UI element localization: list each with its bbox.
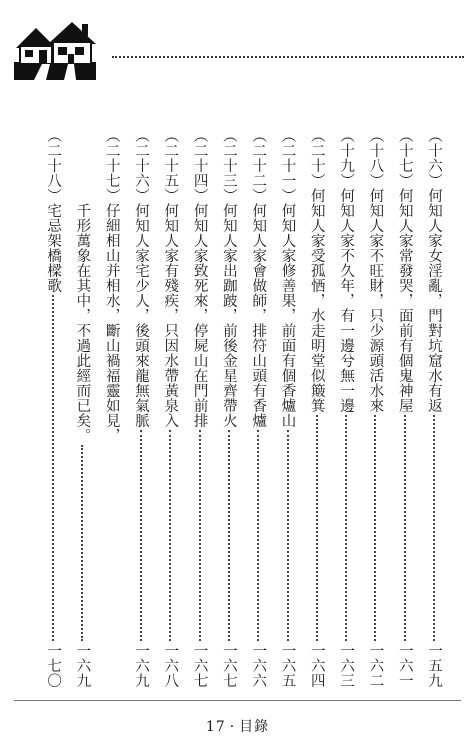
- toc-entry: [131, 128, 151, 688]
- toc-dot-leader: [345, 415, 347, 641]
- toc-entry-title: 千形萬象在其中，不過此經而已矣。: [74, 128, 91, 443]
- toc-entry-page: 一七〇: [45, 643, 62, 688]
- toc-entry: [190, 128, 210, 688]
- toc-entry-title: （十九）何知人家不久年，有一邊兮無一邊: [338, 128, 355, 413]
- toc-entry: [395, 128, 415, 688]
- toc-entry: [43, 128, 63, 688]
- toc-entry: [72, 128, 92, 688]
- toc-entry-page: 一六七: [220, 643, 237, 688]
- toc-entry-title: （二十五）何知人家有殘疾，只因水帶黃泉入: [162, 128, 179, 428]
- toc-dot-leader: [404, 415, 406, 641]
- toc-entry: [248, 128, 268, 688]
- toc-entry: [424, 128, 444, 688]
- toc-entry-page: 一六六: [250, 643, 267, 688]
- footer-separator: ·: [229, 719, 236, 735]
- toc-entry: [219, 128, 239, 688]
- toc-entry: [102, 128, 122, 688]
- section-title: 目錄: [239, 719, 270, 735]
- toc-entry: [160, 128, 180, 688]
- toc-dot-leader: [257, 430, 259, 641]
- toc-entry-page: 一五九: [426, 643, 442, 688]
- page-number: 17: [205, 719, 226, 735]
- toc-dot-leader: [140, 430, 142, 641]
- toc-entry-page: 一六四: [308, 643, 325, 688]
- toc-dot-leader: [433, 415, 435, 641]
- header-dotted-rule: [112, 56, 464, 58]
- toc-entry-page: 一六三: [338, 643, 355, 688]
- toc-dot-leader: [169, 430, 171, 641]
- toc-entry-title: （十八）何知人家不旺財，只少源頭活水來: [367, 128, 384, 413]
- toc-entry-title: （二十二）何知人家會做師，排符山頭有香爐: [250, 128, 267, 428]
- toc-entry-title: （二十四）何知人家致死來，停屍山在門前排: [191, 128, 208, 428]
- house-logo-icon: [12, 18, 98, 82]
- toc-entry-title: （二十）何知人家受孤恓，水走明堂似簸箕: [308, 128, 325, 413]
- toc-entry-page: 一六九: [74, 643, 91, 688]
- toc-entry-page: 一六八: [162, 643, 179, 688]
- toc-entry-page: 一六七: [191, 643, 208, 688]
- toc-entry-page: 一六一: [396, 643, 413, 688]
- toc-dot-leader: [287, 430, 289, 641]
- toc-dot-leader: [228, 430, 230, 641]
- toc-entry: [365, 128, 385, 688]
- toc-entry: [307, 128, 327, 688]
- page-footer: [0, 716, 475, 736]
- toc-dot-leader: [52, 295, 54, 641]
- toc-entry-title: （十七）何知人家常發哭，面前有個鬼神屋: [396, 128, 413, 413]
- toc-dot-leader: [81, 445, 83, 641]
- toc-entry-title: （二十一）何知人家修善果，前面有個香爐山: [279, 128, 296, 428]
- toc-dot-leader: [374, 415, 376, 641]
- toc-entry-page: 一六二: [367, 643, 384, 688]
- toc-entry-title: （二十七）仔細相山并相水，斷山禍福靈如見，: [103, 128, 120, 443]
- footer-rule: [14, 700, 461, 701]
- toc-entry: [278, 128, 298, 688]
- toc-entry-page: 一六五: [279, 643, 296, 688]
- toc-entry-title: （十六）何知人家女淫亂，門對坑窟水有返: [426, 128, 442, 413]
- toc-entry-title: （二十三）何知人家出跏跛，前後金星齊帶火: [220, 128, 237, 428]
- toc-entry: [336, 128, 356, 688]
- toc-entry-title: （二十八）宅忌架橋樑歌: [45, 128, 62, 293]
- toc-entry-page: 一六九: [133, 643, 149, 688]
- toc-dot-leader: [316, 415, 318, 641]
- toc-dot-leader: [199, 430, 201, 641]
- toc-entry-title: （二十六）何知人家宅少人，後頭來龍無氣脈: [133, 128, 149, 428]
